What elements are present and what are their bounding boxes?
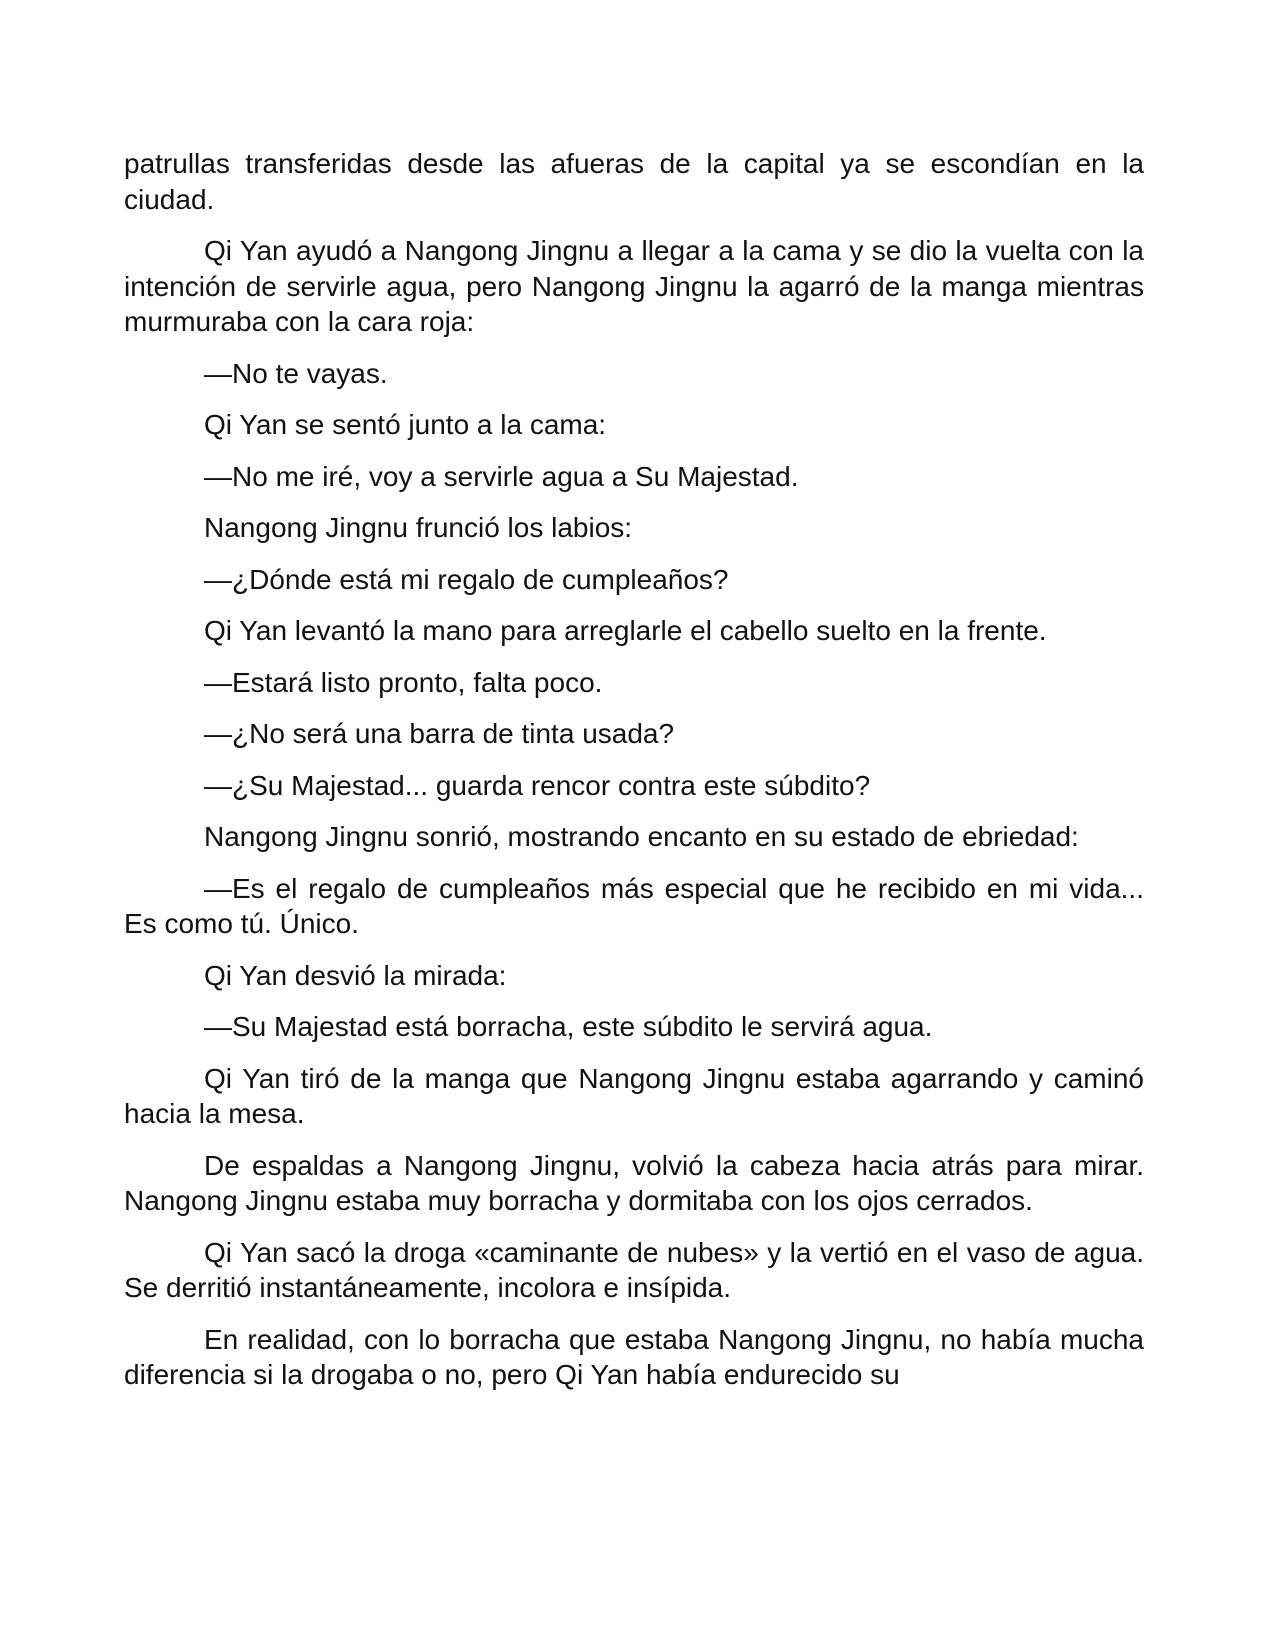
paragraph: —Es el regalo de cumpleaños más especial que he recibido en mi vida... Es como tú. Único. <box>124 872 1144 939</box>
paragraph: —¿Dónde está mi regalo de cumpleaños? <box>204 563 729 595</box>
paragraph: Qi Yan se sentó junto a la cama: <box>204 409 607 440</box>
paragraph: —¿Su Majestad... guarda rencor contra este súbdito? <box>204 769 871 801</box>
paragraph: —No te vayas. <box>204 357 388 389</box>
paragraph: Qi Yan levantó la mano para arreglarle el cabello suelto en la frente. <box>204 615 1047 646</box>
paragraph: —No me iré, voy a servirle agua a Su Majestad. <box>204 460 799 492</box>
paragraph: Qi Yan sacó la droga «caminante de nubes» y la vertió en el vaso de agua. Se derritió instantáneamente, incolora e insípida. <box>124 1236 1144 1303</box>
paragraph: patrullas transferidas desde las afueras de la capital ya se escondían en la ciudad. <box>124 148 1144 215</box>
paragraph: Qi Yan ayudó a Nangong Jingnu a llegar a la cama y se dio la vuelta con la intención de servirle agua, pero Nangong Jingnu la agarró de la manga mientras murmuraba con la cara roja: <box>124 235 1144 337</box>
paragraph: Nangong Jingnu frunció los labios: <box>204 512 633 543</box>
document-page <box>124 146 1144 1409</box>
paragraph: Nangong Jingnu sonrió, mostrando encanto en su estado de ebriedad: <box>204 821 1079 852</box>
paragraph: —¿No será una barra de tinta usada? <box>204 718 675 749</box>
paragraph: De espaldas a Nangong Jingnu, volvió la cabeza hacia atrás para mirar. Nangong Jingnu estaba muy borracha y dormitaba con los ojos cerrados. <box>124 1149 1144 1216</box>
paragraph: En realidad, con lo borracha que estaba Nangong Jingnu, no había mucha diferencia si la drogaba o no, pero Qi Yan había endurecido su <box>124 1323 1144 1390</box>
paragraph: —Su Majestad está borracha, este súbdito le servirá agua. <box>204 1011 933 1042</box>
paragraph: Qi Yan tiró de la manga que Nangong Jingnu estaba agarrando y caminó hacia la mesa. <box>124 1062 1144 1129</box>
paragraph: —Estará listo pronto, falta poco. <box>204 666 603 698</box>
paragraph: Qi Yan desvió la mirada: <box>204 959 507 991</box>
